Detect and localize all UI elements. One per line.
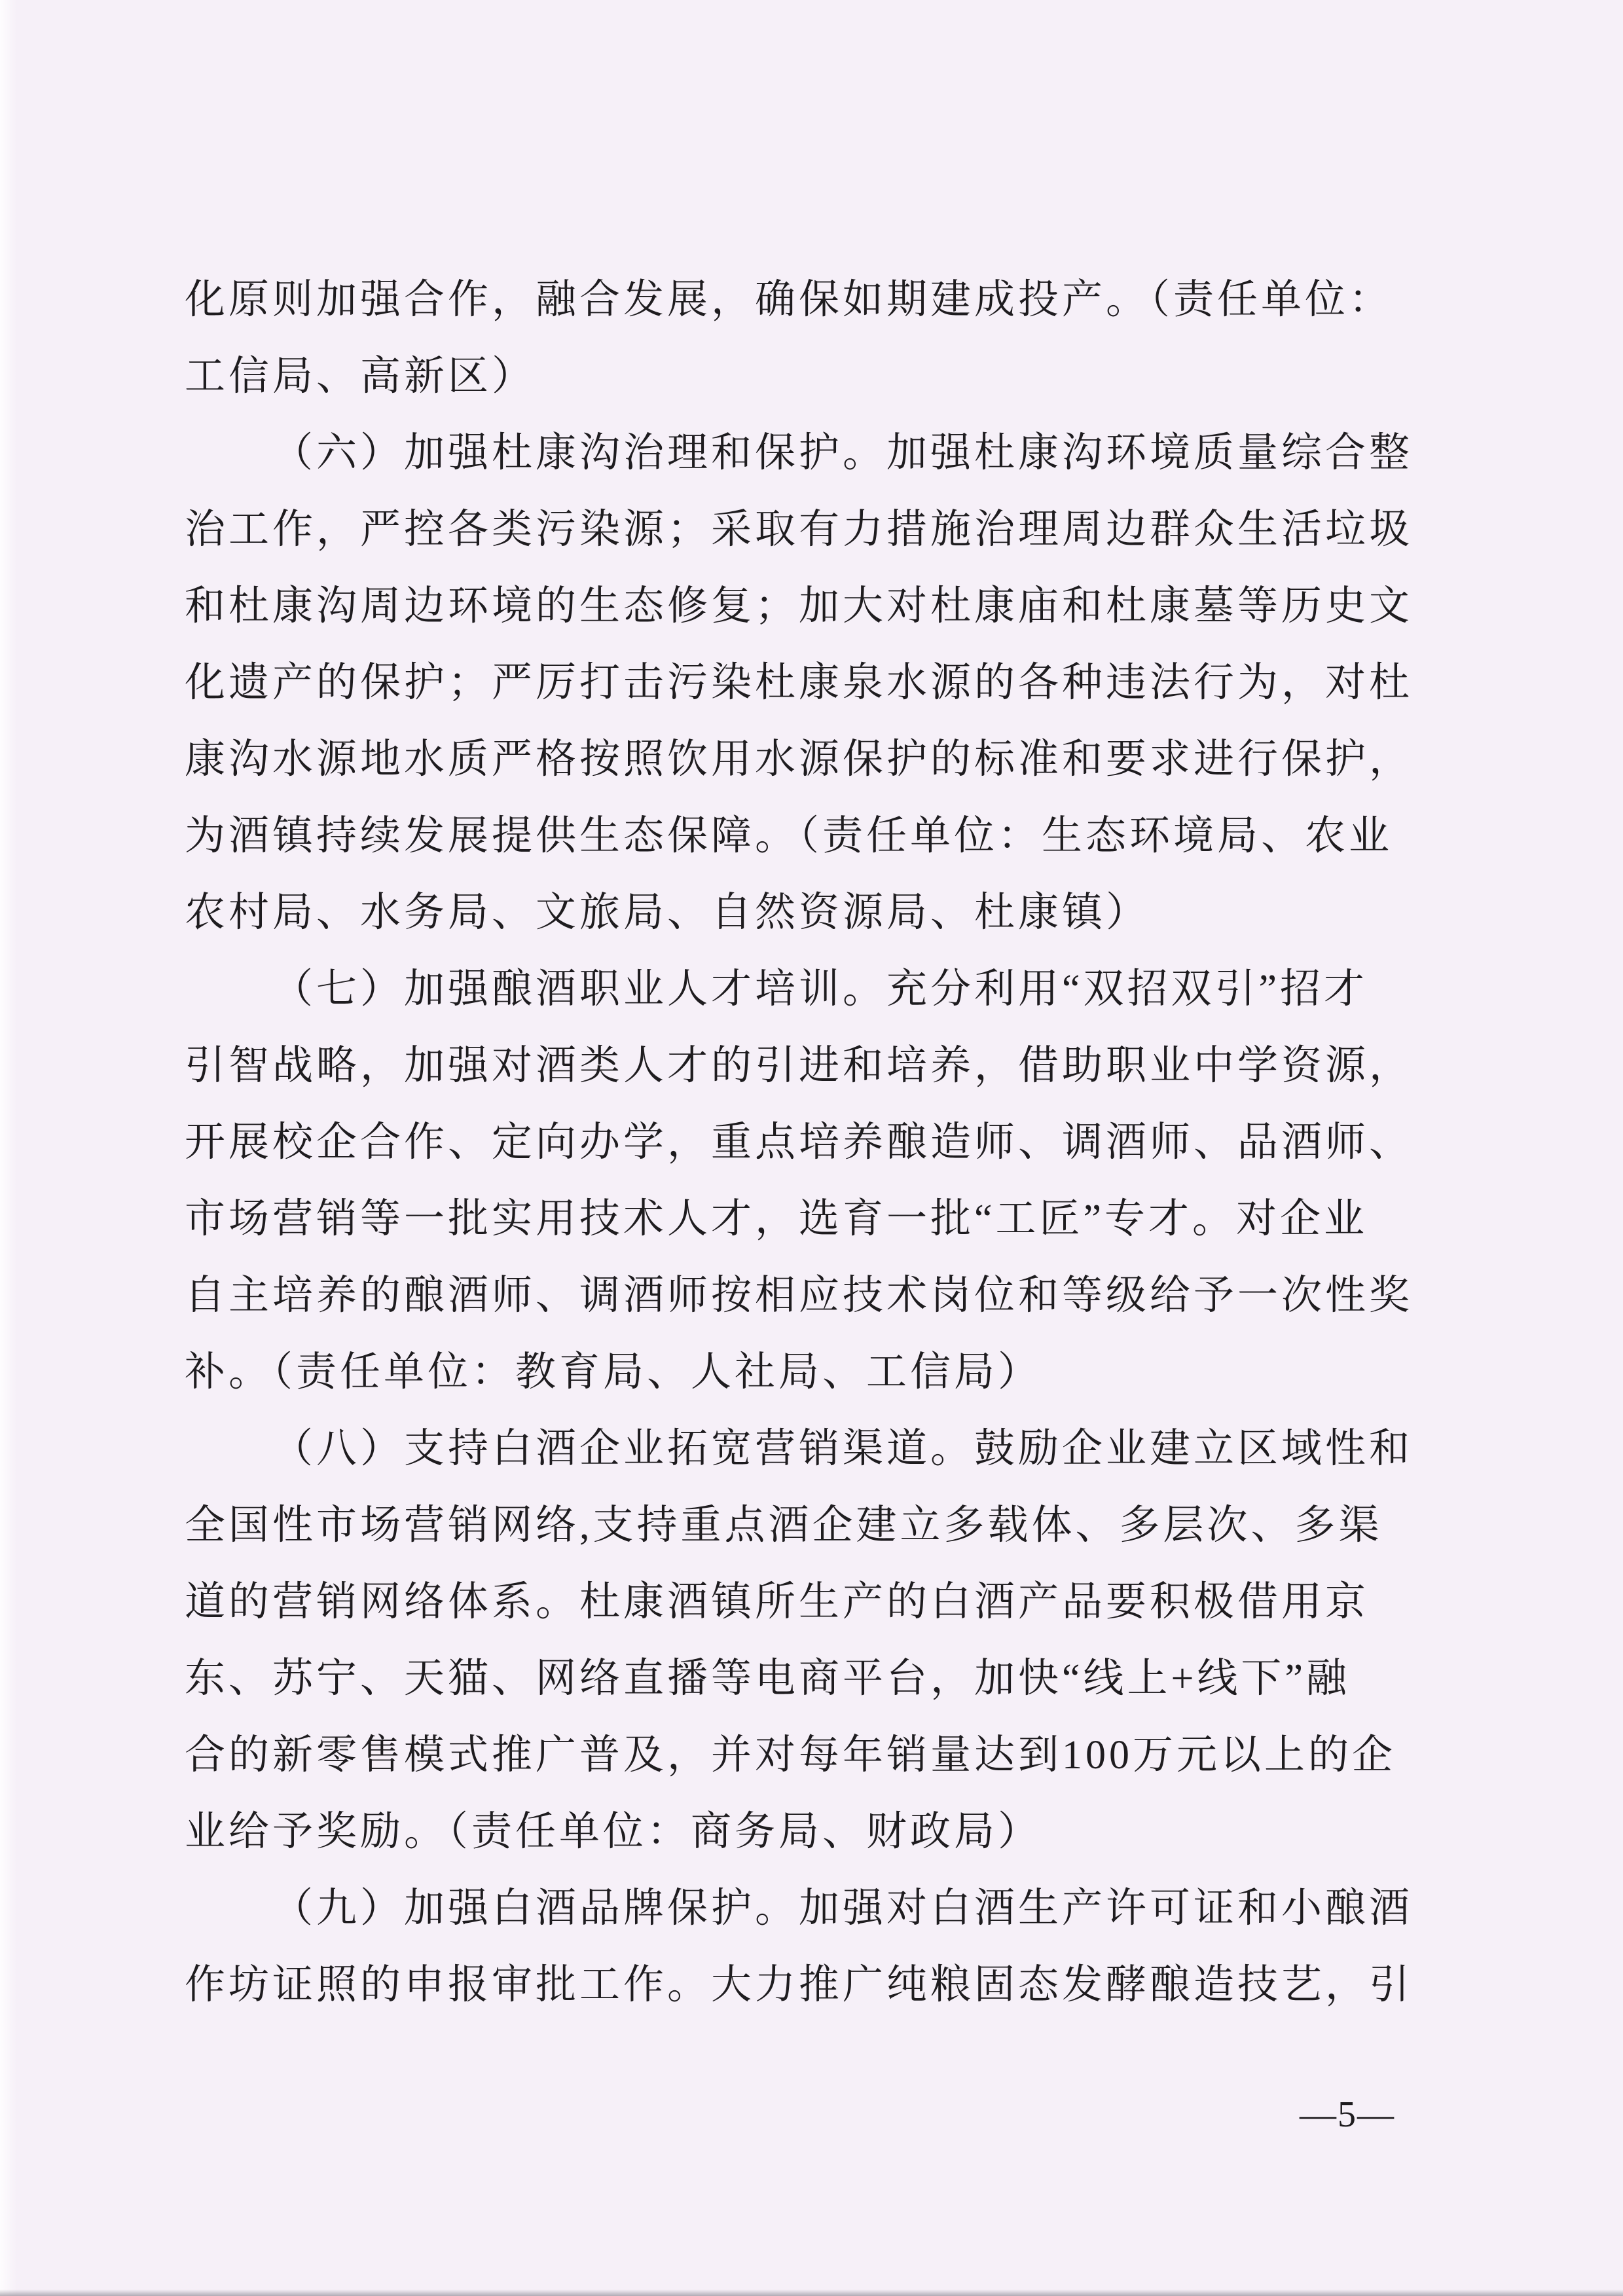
text-line: 农村局、水务局、文旅局、自然资源局、杜康镇） xyxy=(185,890,1150,935)
document-body xyxy=(185,262,1425,2024)
text-line: 市场营销等一批实用技术人才，选育一批“工匠”专才。对企业 xyxy=(185,1197,1368,1241)
text-line: 治工作，严控各类污染源；采取有力措施治理周边群众生活垃圾 xyxy=(185,507,1413,552)
text-line: 引智战略，加强对酒类人才的引进和培养，借助职业中学资源， xyxy=(185,1044,1413,1088)
text-line: 道的营销网络体系。杜康酒镇所生产的白酒产品要积极借用京 xyxy=(185,1580,1370,1624)
text-line: 自主培养的酿酒师、调酒师按相应技术岗位和等级给予一次性奖 xyxy=(185,1273,1413,1318)
text-line: 化原则加强合作，融合发展，确保如期建成投产。（责任单位： xyxy=(185,278,1393,322)
text-line: 业给予奖励。（责任单位：商务局、财政局） xyxy=(185,1810,1042,1854)
text-line: 开展校企合作、定向办学，重点培养酿造师、调酒师、品酒师、 xyxy=(185,1120,1413,1165)
text-line: 补。（责任单位：教育局、人社局、工信局） xyxy=(185,1350,1042,1394)
text-line: 和杜康沟周边环境的生态修复；加大对杜康庙和杜康墓等历史文 xyxy=(185,584,1413,629)
text-line: 全国性市场营销网络,支持重点酒企建立多载体、多层次、多渠 xyxy=(185,1503,1383,1548)
text-line: 作坊证照的申报审批工作。大力推广纯粮固态发酵酿造技艺，引 xyxy=(185,1963,1413,2007)
text-line: 康沟水源地水质严格按照饮用水源保护的标准和要求进行保护， xyxy=(185,737,1413,782)
text-line: 化遗产的保护；严厉打击污染杜康泉水源的各种违法行为，对杜 xyxy=(185,661,1413,705)
text-line: （八）支持白酒企业拓宽营销渠道。鼓励企业建立区域性和 xyxy=(272,1427,1413,1471)
text-line: （九）加强白酒品牌保护。加强对白酒生产许可证和小酿酒 xyxy=(272,1886,1413,1931)
text-line: （七）加强酿酒职业人才培训。充分利用“双招双引”招才 xyxy=(272,967,1368,1011)
text-line: 合的新零售模式推广普及，并对每年销量达到100万元以上的企 xyxy=(185,1733,1396,1777)
text-line: （六）加强杜康沟治理和保护。加强杜康沟环境质量综合整 xyxy=(272,431,1413,475)
text-line: 工信局、高新区） xyxy=(185,354,536,399)
text-line: 东、苏宁、天猫、网络直播等电商平台，加快“线上+线下”融 xyxy=(185,1656,1351,1701)
page-number: —5— xyxy=(1300,2094,1395,2135)
text-line: 为酒镇持续发展提供生态保障。（责任单位：生态环境局、农业 xyxy=(185,814,1393,858)
